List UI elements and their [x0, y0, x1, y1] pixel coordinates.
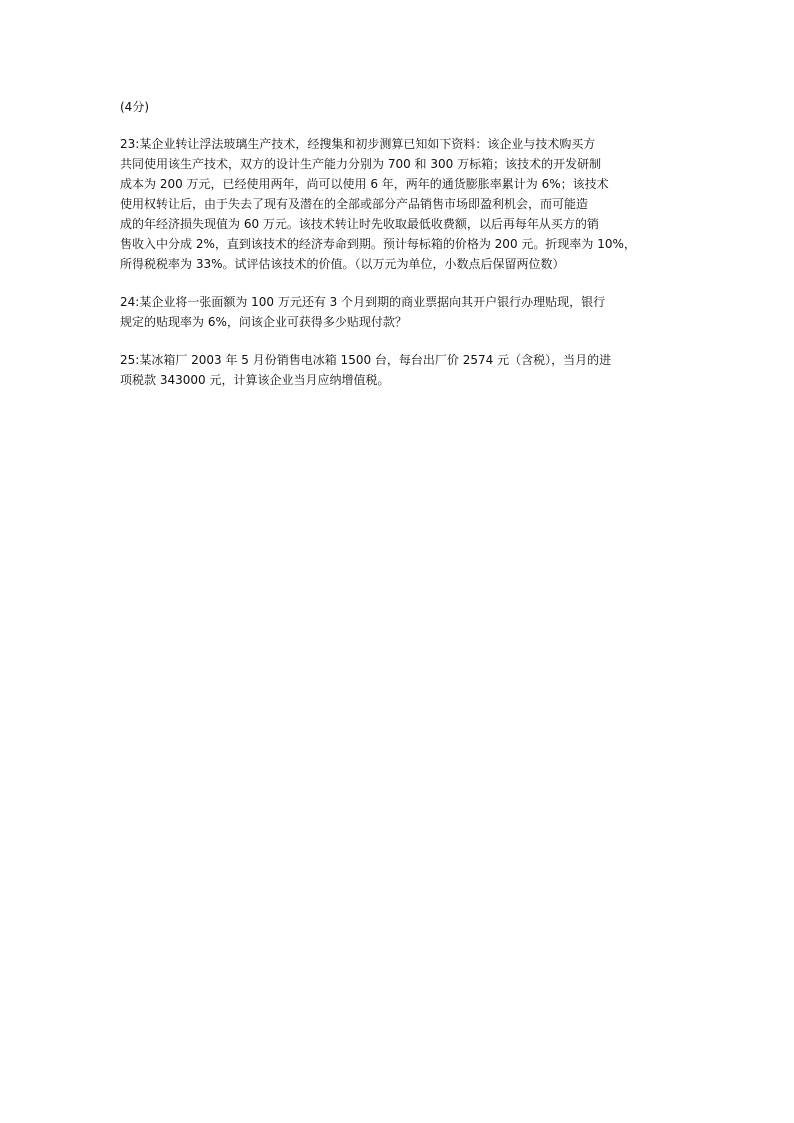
question-25-line-1: 25:某冰箱厂 2003 年 5 月份销售电冰箱 1500 台，每台出厂价 2574 元（含税），当月的进 — [120, 353, 612, 367]
question-24-line-2: 规定的贴现率为 6%，问该企业可获得多少贴现付款？ — [120, 315, 407, 329]
question-23-line-3: 成本为 200 万元，已经使用两年，尚可以使用 6 年，两年的通货膨胀率累计为 6%；该技术 — [120, 177, 609, 191]
question-23-line-2: 共同使用该生产技术，双方的设计生产能力分别为 700 和 300 万标箱；该技术的开发研制 — [120, 157, 602, 171]
question-23-line-7: 所得税税率为 33%。试评估该技术的价值。（以万元为单位，小数点后保留两位数） — [120, 257, 565, 271]
score-note — [120, 97, 700, 117]
document-content — [120, 97, 700, 408]
question-23 — [120, 134, 700, 274]
question-25-line-2: 项税款 343000 元，计算该企业当月应纳增值税。 — [120, 373, 390, 387]
score-note-text: (4分) — [120, 100, 149, 114]
question-24 — [120, 292, 700, 332]
question-23-line-5: 成的年经济损失现值为 60 万元。该技术转让时先收取最低收费额，以后再每年从买方的销 — [120, 217, 599, 231]
question-23-line-6: 售收入中分成 2%，直到该技术的经济寿命到期。预计每标箱的价格为 200 元。折现率为 10%， — [120, 237, 636, 251]
question-24-line-1: 24:某企业将一张面额为 100 万元还有 3 个月到期的商业票据向其开户银行办理贴现，银行 — [120, 295, 606, 309]
question-23-line-4: 使用权转让后，由于失去了现有及潜在的全部或部分产品销售市场即盈利机会，而可能造 — [120, 197, 589, 211]
question-23-line-1: 23:某企业转让浮法玻璃生产技术，经搜集和初步测算已知如下资料：该企业与技术购买方 — [120, 137, 596, 151]
question-25 — [120, 350, 700, 390]
